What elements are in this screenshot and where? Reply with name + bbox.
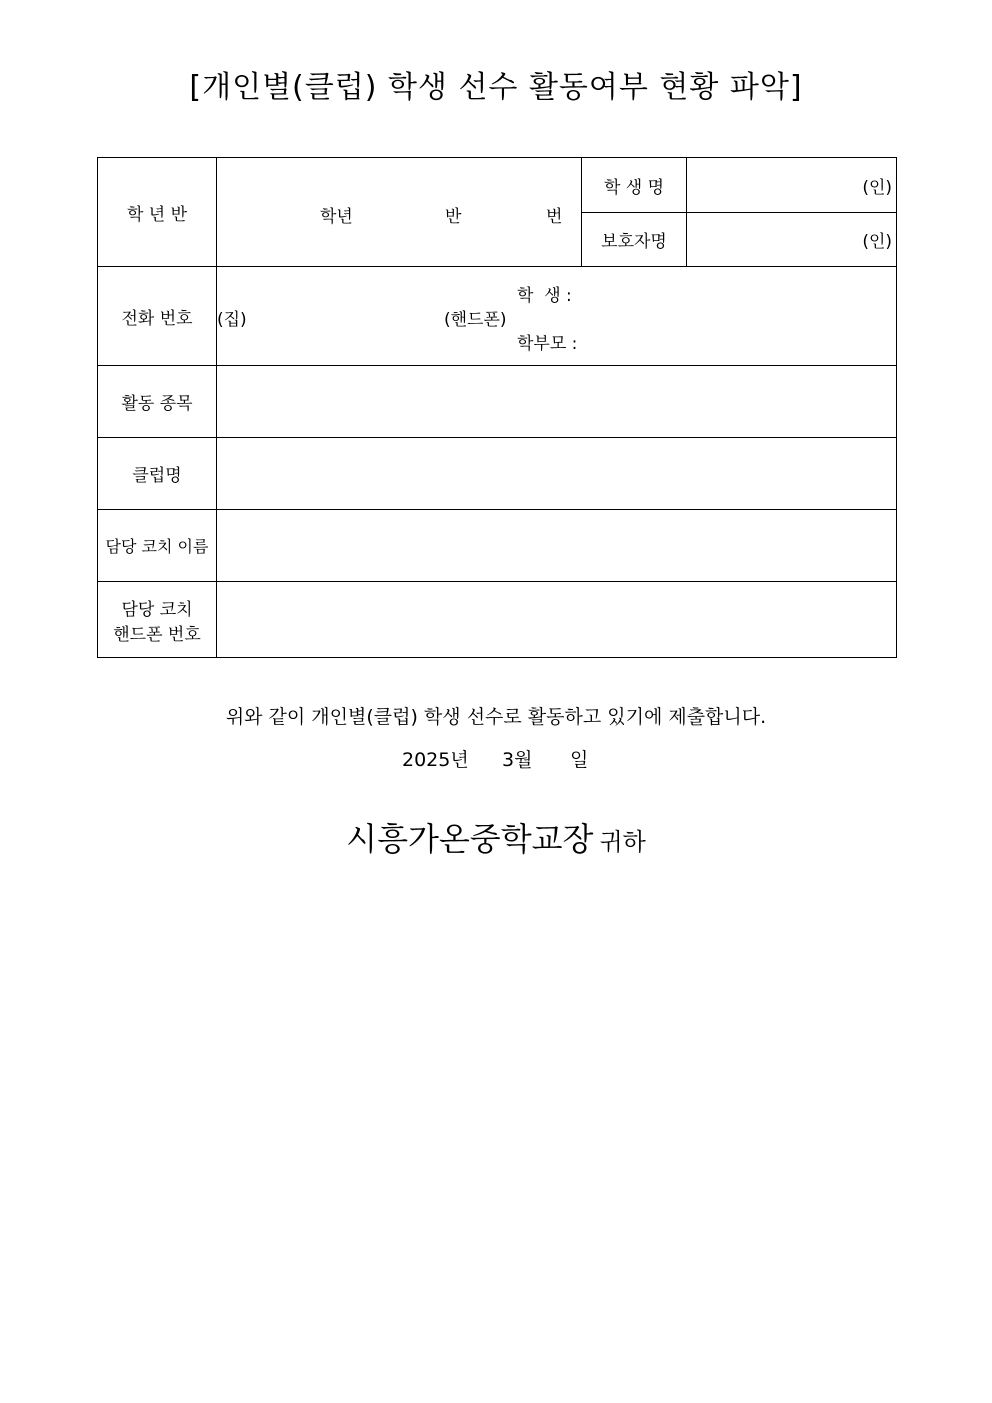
recipient-line [0,814,992,860]
coach-phone-label [98,582,217,658]
phone-number-field[interactable] [217,267,897,366]
parent-mobile-label: 학부모 : [517,334,578,354]
home-phone-label: (집) [217,310,247,330]
class-unit: 반 [445,207,462,227]
submission-statement: 위와 같이 개인별(클럽) 학생 선수로 활동하고 있기에 제출합니다. [225,706,767,728]
coach-name-label: 담당 코치 이름 [98,510,217,582]
club-name-field[interactable] [217,438,897,510]
date-month: 3월 [502,749,533,771]
date-year: 2025년 [402,749,469,771]
sport-label: 활동 종목 [98,366,217,438]
coach-phone-label-line2: 핸드폰 번호 [113,624,201,645]
date-day: 일 [570,749,589,771]
number-unit: 번 [546,207,563,227]
student-mobile-label: 학 생 : [517,286,572,306]
coach-name-field[interactable] [217,510,897,582]
student-name-label: 학 생 명 [582,158,687,213]
student-name-field[interactable] [687,158,897,213]
guardian-name-field[interactable] [687,213,897,267]
guardian-seal-mark: (인) [862,232,892,252]
student-seal-mark: (인) [862,177,892,198]
registration-form-table [97,157,897,658]
grade-unit: 학년 [320,207,353,227]
coach-phone-field[interactable] [217,582,897,658]
mobile-phone-label: (핸드폰) [444,310,507,330]
grade-class-label: 학 년 반 [98,158,217,267]
phone-number-label: 전화 번호 [98,267,217,366]
guardian-name-label: 보호자명 [582,213,687,267]
honorific: 귀하 [599,828,646,856]
coach-phone-label-line1: 담당 코치 [121,599,193,620]
school-principal: 시흥가온중학교장 [346,820,594,858]
sport-field[interactable] [217,366,897,438]
grade-class-field[interactable] [217,158,582,267]
document-title: [개인별(클럽) 학생 선수 활동여부 현황 파악] [189,70,803,105]
club-name-label: 클럽명 [98,438,217,510]
